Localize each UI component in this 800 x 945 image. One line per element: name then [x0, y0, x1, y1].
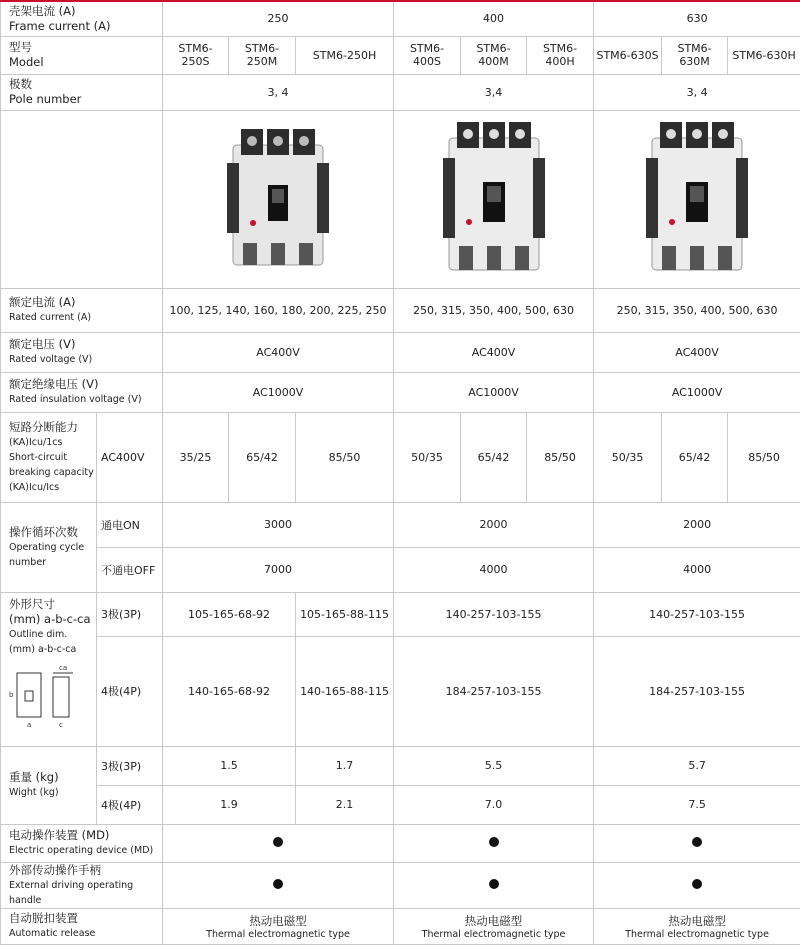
weight-4p-row — [1, 785, 800, 824]
outline-4p-value: 140-165-68-92 — [163, 636, 296, 746]
outline-4p-label: 4极(4P) — [97, 636, 163, 746]
operating-label: 操作循环次数 Operating cycle number — [1, 502, 97, 592]
breaking-row — [1, 412, 800, 502]
electric-op-available — [594, 824, 800, 862]
rated-voltage-value: AC400V — [394, 332, 594, 372]
model-row — [1, 36, 800, 74]
outline-label: 外形尺寸 (mm) a-b-c-ca Outline dim. (mm) a-b-c-ca ca b a c — [1, 592, 97, 746]
operating-on-value: 2000 — [394, 502, 594, 547]
breaker-400-image — [439, 118, 549, 278]
breaking-value: 50/35 — [394, 412, 461, 502]
insulation-voltage-label: 额定绝缘电压 (V) Rated insulation voltage (V) — [1, 372, 163, 412]
outline-3p-value: 105-165-88-115 — [296, 592, 394, 636]
outline-4p-row — [1, 636, 800, 746]
dim-a: a — [27, 721, 31, 729]
image-row — [1, 110, 800, 288]
external-handle-available — [394, 862, 594, 908]
dim-ca: ca — [59, 664, 67, 672]
insulation-voltage-value: AC1000V — [594, 372, 800, 412]
auto-release-value: 热动电磁型 Thermal electromagnetic type — [594, 908, 800, 944]
electric-op-label: 电动操作装置 (MD) Electric operating device (MD) — [1, 824, 163, 862]
electric-op-available — [394, 824, 594, 862]
pole-row — [1, 74, 800, 110]
weight-4p-value: 7.5 — [594, 785, 800, 824]
breaking-sub: AC400V — [97, 412, 163, 502]
weight-3p-value: 5.7 — [594, 746, 800, 785]
available-dot-icon — [692, 879, 702, 889]
operating-off-label: 不通电OFF — [97, 547, 163, 592]
breaking-value: 65/42 — [461, 412, 527, 502]
frame-250: 250 — [163, 1, 394, 36]
frame-label: 壳架电流 (A) Frame current (A) — [1, 1, 163, 36]
outline-3p-value: 140-257-103-155 — [394, 592, 594, 636]
weight-4p-value: 7.0 — [394, 785, 594, 824]
rated-current-value: 100, 125, 140, 160, 180, 200, 225, 250 — [163, 288, 394, 332]
weight-3p-value: 1.7 — [296, 746, 394, 785]
frame-row — [1, 1, 800, 36]
external-handle-available — [594, 862, 800, 908]
weight-4p-value: 1.9 — [163, 785, 296, 824]
rated-current-label: 额定电流 (A) Rated current (A) — [1, 288, 163, 332]
available-dot-icon — [273, 879, 283, 889]
breaking-value: 85/50 — [527, 412, 594, 502]
rated-voltage-value: AC400V — [163, 332, 394, 372]
insulation-voltage-row — [1, 372, 800, 412]
dim-b: b — [9, 691, 14, 699]
available-dot-icon — [692, 837, 702, 847]
breaking-value: 65/42 — [229, 412, 296, 502]
weight-label: 重量 (kg) Wight (kg) — [1, 746, 97, 824]
model-cell: STM6-400H — [527, 36, 594, 74]
frame-400: 400 — [394, 1, 594, 36]
frame-630: 630 — [594, 1, 800, 36]
model-cell: STM6-250H — [296, 36, 394, 74]
auto-release-row — [1, 908, 800, 944]
weight-3p-value: 1.5 — [163, 746, 296, 785]
model-cell: STM6-250M — [229, 36, 296, 74]
model-cell: STM6-630H — [728, 36, 800, 74]
outline-3p-value: 140-257-103-155 — [594, 592, 800, 636]
image-label-empty — [1, 110, 163, 288]
available-dot-icon — [273, 837, 283, 847]
operating-off-value: 4000 — [594, 547, 800, 592]
outline-4p-value: 140-165-88-115 — [296, 636, 394, 746]
operating-off-value: 4000 — [394, 547, 594, 592]
electric-op-available — [163, 824, 394, 862]
operating-on-label: 通电ON — [97, 502, 163, 547]
weight-3p-label: 3极(3P) — [97, 746, 163, 785]
insulation-voltage-value: AC1000V — [394, 372, 594, 412]
insulation-voltage-value: AC1000V — [163, 372, 394, 412]
outline-3p-row — [1, 592, 800, 636]
outline-3p-label: 3极(3P) — [97, 592, 163, 636]
auto-release-value: 热动电磁型 Thermal electromagnetic type — [163, 908, 394, 944]
auto-release-value: 热动电磁型 Thermal electromagnetic type — [394, 908, 594, 944]
pole-value: 3, 4 — [594, 74, 800, 110]
available-dot-icon — [489, 879, 499, 889]
rated-voltage-row — [1, 332, 800, 372]
pole-value: 3,4 — [394, 74, 594, 110]
model-cell: STM6-400M — [461, 36, 527, 74]
operating-on-value: 3000 — [163, 502, 394, 547]
model-cell: STM6-400S — [394, 36, 461, 74]
weight-3p-value: 5.5 — [394, 746, 594, 785]
model-cell: STM6-250S — [163, 36, 229, 74]
breaker-image-250 — [163, 110, 394, 288]
operating-on-value: 2000 — [594, 502, 800, 547]
weight-4p-value: 2.1 — [296, 785, 394, 824]
rated-voltage-label: 额定电压 (V) Rated voltage (V) — [1, 332, 163, 372]
rated-voltage-value: AC400V — [594, 332, 800, 372]
breaking-label: 短路分断能力 (KA)Icu/1cs Short-circuit breaking capacity (KA)Icu/Ics — [1, 412, 97, 502]
breaking-value: 65/42 — [662, 412, 728, 502]
auto-release-label: 自动脱扣装置 Automatic release — [1, 908, 163, 944]
breaking-value: 50/35 — [594, 412, 662, 502]
rated-current-value: 250, 315, 350, 400, 500, 630 — [394, 288, 594, 332]
breaking-value: 85/50 — [296, 412, 394, 502]
dim-c: c — [59, 721, 63, 729]
outline-4p-value: 184-257-103-155 — [594, 636, 800, 746]
outline-4p-value: 184-257-103-155 — [394, 636, 594, 746]
weight-3p-row — [1, 746, 800, 785]
pole-value: 3, 4 — [163, 74, 394, 110]
outline-3p-value: 105-165-68-92 — [163, 592, 296, 636]
pole-label: 极数 Pole number — [1, 74, 163, 110]
external-handle-label: 外部传动操作手柄 External driving operating handle — [1, 862, 163, 908]
model-cell: STM6-630S — [594, 36, 662, 74]
outline-dimension-diagram — [9, 663, 79, 735]
operating-off-value: 7000 — [163, 547, 394, 592]
weight-4p-label: 4极(4P) — [97, 785, 163, 824]
model-cell: STM6-630M — [662, 36, 728, 74]
operating-on-row — [1, 502, 800, 547]
electric-op-row — [1, 824, 800, 862]
available-dot-icon — [489, 837, 499, 847]
breaker-image-630 — [594, 110, 800, 288]
operating-off-row — [1, 547, 800, 592]
breaker-image-400 — [394, 110, 594, 288]
breaking-value: 35/25 — [163, 412, 229, 502]
rated-current-row — [1, 288, 800, 332]
external-handle-available — [163, 862, 394, 908]
rated-current-value: 250, 315, 350, 400, 500, 630 — [594, 288, 800, 332]
breaker-250-image — [223, 123, 333, 273]
breaking-value: 85/50 — [728, 412, 800, 502]
model-label: 型号 Model — [1, 36, 163, 74]
external-handle-row — [1, 862, 800, 908]
breaker-630-image — [642, 118, 752, 278]
